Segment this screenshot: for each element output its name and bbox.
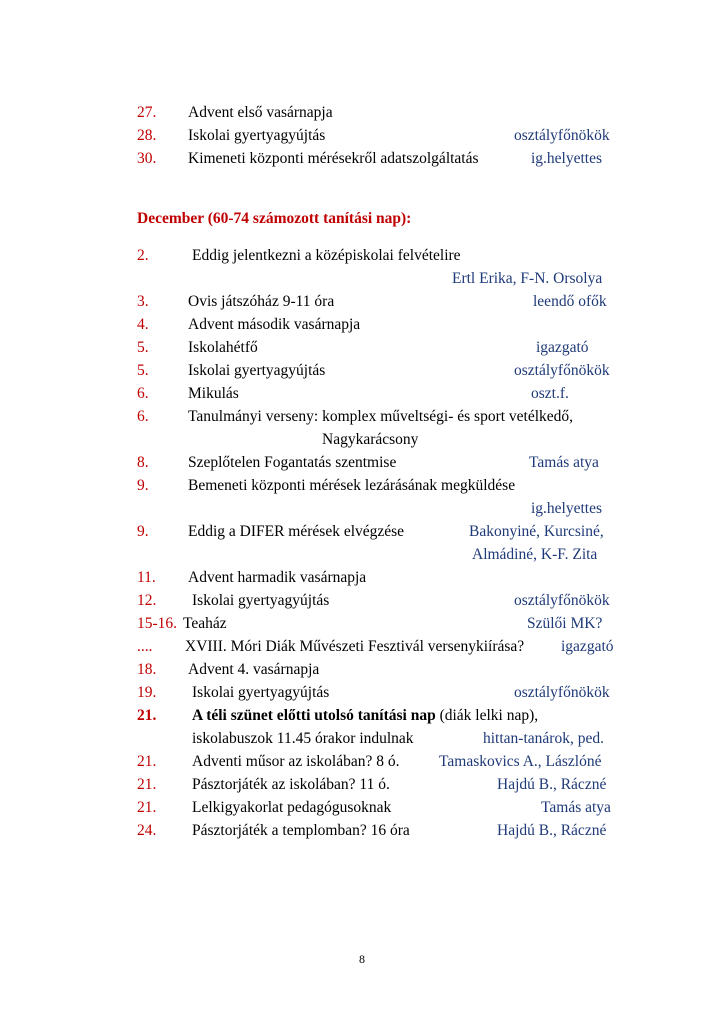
event-date: 28. xyxy=(137,127,157,144)
event-date: 4. xyxy=(137,316,149,333)
event-responsible: osztályfőnökök xyxy=(514,127,610,144)
event-text: Kimeneti központi mérésekről adatszolgáltatás xyxy=(188,150,479,167)
event-text: Adventi műsor az iskolában? 8 ó. xyxy=(192,753,400,770)
event-text: Pásztorjáték az iskolában? 11 ó. xyxy=(192,776,390,793)
event-date: 12. xyxy=(137,592,157,609)
event-text-rest: (diák lelki nap), xyxy=(435,707,539,724)
list-item xyxy=(0,125,724,147)
list-item xyxy=(0,613,724,635)
list-item xyxy=(0,314,724,336)
event-date: 27. xyxy=(137,104,157,121)
event-date: 8. xyxy=(137,454,149,471)
event-responsible: hittan-tanárok, ped. xyxy=(483,730,604,747)
event-date: 21. xyxy=(137,776,157,793)
event-date: 21. xyxy=(137,753,157,770)
event-text: Advent második vasárnapja xyxy=(188,316,361,333)
event-text: Teaház xyxy=(183,615,227,632)
event-date: 5. xyxy=(137,362,149,379)
event-responsible: Szülői MK? xyxy=(527,615,603,632)
event-responsible: igazgató xyxy=(561,638,614,655)
event-responsible: igazgató xyxy=(536,339,589,356)
list-item xyxy=(0,148,724,170)
event-text: Iskolai gyertyagyújtás xyxy=(192,592,330,609)
event-date: 9. xyxy=(137,477,149,494)
event-responsible: Ertl Erika, F-N. Orsolya xyxy=(452,270,603,287)
event-responsible: ig.helyettes xyxy=(531,150,603,167)
list-item xyxy=(0,383,724,405)
list-item xyxy=(0,521,724,543)
event-date: 21. xyxy=(137,707,157,724)
event-date: 2. xyxy=(137,247,149,264)
event-text: XVIII. Móri Diák Művészeti Fesztivál versenykiírása? xyxy=(185,638,525,655)
list-item xyxy=(0,452,724,474)
event-text: Mikulás xyxy=(188,385,239,402)
list-item xyxy=(0,337,724,359)
event-responsible: ig.helyettes xyxy=(531,500,603,517)
list-item xyxy=(0,820,724,842)
list-item xyxy=(0,291,724,313)
event-text: Advent harmadik vasárnapja xyxy=(188,569,367,586)
list-item xyxy=(0,705,724,727)
event-text-bold: A téli szünet előtti utolsó tanítási nap xyxy=(192,707,436,724)
list-item-continuation xyxy=(0,429,724,451)
event-text: Iskolai gyertyagyújtás xyxy=(192,684,330,701)
list-item-continuation xyxy=(0,268,724,290)
list-item xyxy=(0,636,724,658)
event-responsible: Tamás atya xyxy=(541,799,611,816)
list-item xyxy=(0,682,724,704)
event-text: Szeplőtelen Fogantatás szentmise xyxy=(188,454,397,471)
event-text-continuation: iskolabuszok 11.45 órakor indulnak xyxy=(192,730,414,747)
event-text: Eddig jelentkezni a középiskolai felvételire xyxy=(192,247,461,264)
event-text: Advent első vasárnapja xyxy=(188,104,333,121)
event-responsible: leendő ofők xyxy=(533,293,607,310)
event-responsible: Tamás atya xyxy=(529,454,599,471)
event-responsible: Tamaskovics A., Lászlóné xyxy=(439,753,602,770)
event-text-continuation: Nagykarácsony xyxy=(322,431,419,448)
list-item xyxy=(0,774,724,796)
list-item xyxy=(0,567,724,589)
event-date: 9. xyxy=(137,523,149,540)
event-text: Advent 4. vasárnapja xyxy=(188,661,320,678)
event-text: Ovis játszóház 9-11 óra xyxy=(188,293,335,310)
event-responsible: osztályfőnökök xyxy=(514,362,610,379)
event-date: 11. xyxy=(137,569,156,586)
event-responsible: Almádiné, K-F. Zita xyxy=(472,546,598,563)
list-item xyxy=(0,475,724,497)
event-date: 6. xyxy=(137,385,149,402)
event-text: Tanulmányi verseny: komplex műveltségi- és sport vetélkedő, xyxy=(188,408,574,425)
event-date: 3. xyxy=(137,293,149,310)
event-date: 24. xyxy=(137,822,157,839)
list-item xyxy=(0,102,724,124)
list-item-continuation xyxy=(0,728,724,750)
list-item xyxy=(0,360,724,382)
list-item xyxy=(0,590,724,612)
event-date: .... xyxy=(137,638,153,655)
event-date: 18. xyxy=(137,661,157,678)
event-text xyxy=(192,705,538,727)
list-item xyxy=(0,245,724,267)
event-text: Bemeneti központi mérések lezárásának megküldése xyxy=(188,477,516,494)
event-text: Iskolai gyertyagyújtás xyxy=(188,362,326,379)
event-date: 21. xyxy=(137,799,157,816)
event-responsible: Hajdú B., Ráczné xyxy=(497,776,607,793)
event-responsible: osztályfőnökök xyxy=(514,684,610,701)
page-number: 8 xyxy=(359,952,365,966)
event-responsible: oszt.f. xyxy=(531,385,569,402)
event-text: Lelkigyakorlat pedagógusoknak xyxy=(192,799,392,816)
list-item-continuation xyxy=(0,498,724,520)
event-responsible: Hajdú B., Ráczné xyxy=(497,822,607,839)
event-text: Iskolahétfő xyxy=(188,339,258,356)
section-heading: December (60-74 számozott tanítási nap): xyxy=(137,210,412,227)
event-date: 5. xyxy=(137,339,149,356)
list-item xyxy=(0,751,724,773)
event-text: Pásztorjáték a templomban? 16 óra xyxy=(192,822,410,839)
list-item xyxy=(0,797,724,819)
list-item-continuation xyxy=(0,544,724,566)
list-item xyxy=(0,659,724,681)
event-text: Iskolai gyertyagyújtás xyxy=(188,127,326,144)
event-date: 6. xyxy=(137,408,149,425)
event-date: 19. xyxy=(137,684,157,701)
event-date: 30. xyxy=(137,150,157,167)
event-date: 15-16. xyxy=(137,615,178,632)
list-item xyxy=(0,406,724,428)
event-responsible: Bakonyiné, Kurcsiné, xyxy=(469,523,604,540)
event-text: Eddig a DIFER mérések elvégzése xyxy=(188,523,405,540)
event-responsible: osztályfőnökök xyxy=(514,592,610,609)
